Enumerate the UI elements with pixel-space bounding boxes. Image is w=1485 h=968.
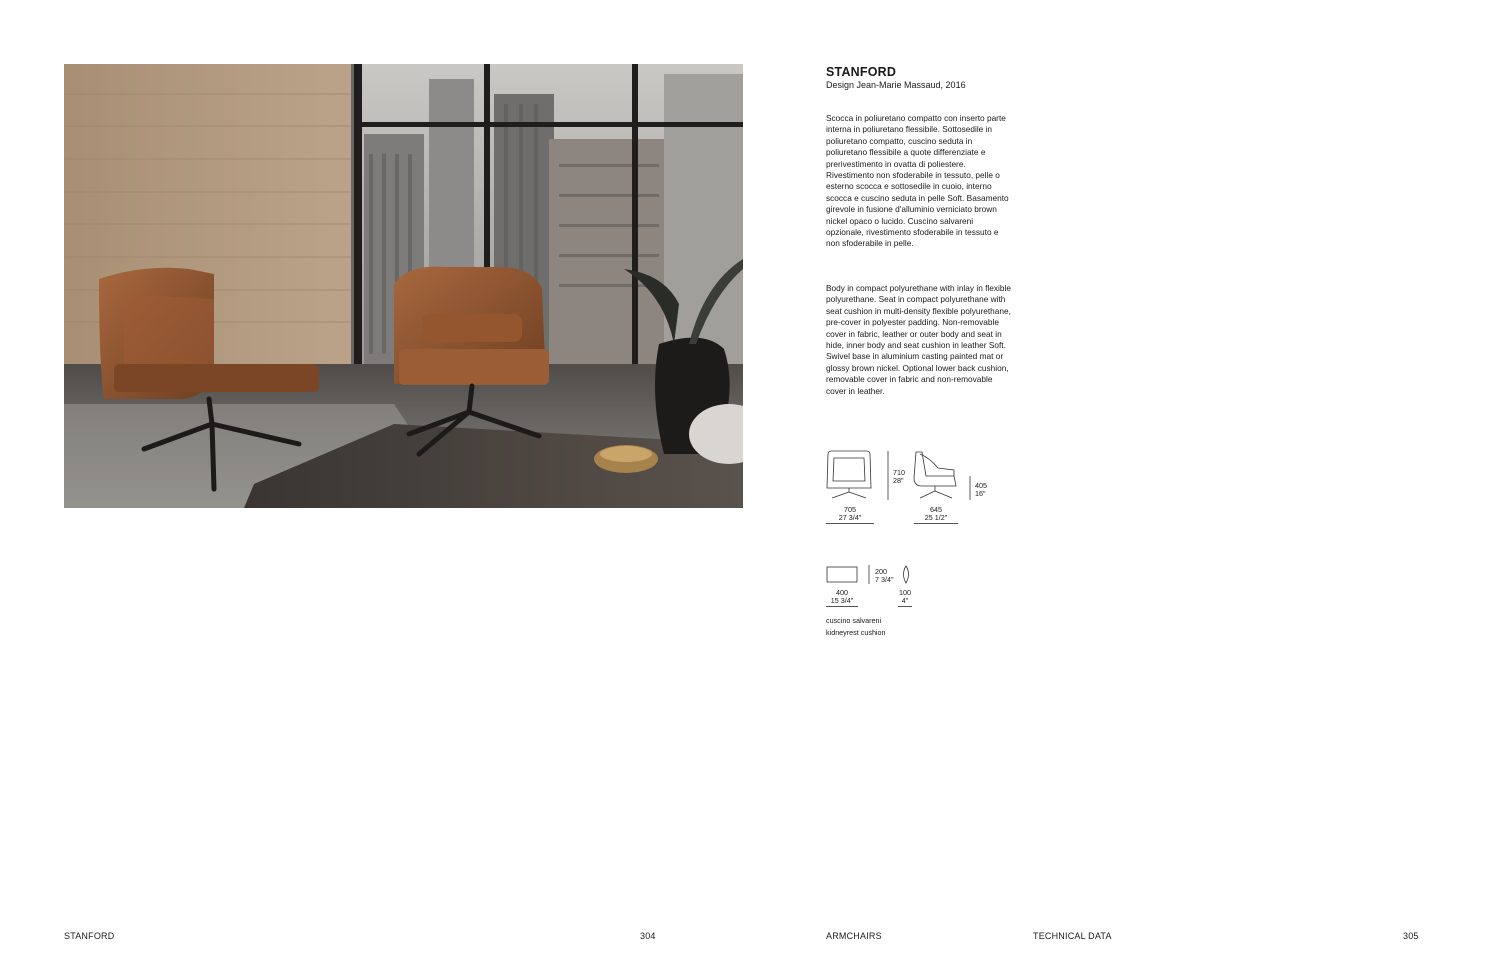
armchair-seat-height [975,482,987,497]
armchair-width-in: 27 3/4" [838,512,862,522]
armchair-height-in: 28" [893,475,904,485]
description-english: Body in compact polyurethane with inlay in flexible polyurethane. Seat in compact polyurethane with seat cushion in multi-density flexible polyurethane, pre-cover in polyester padding. Non-removable cover in fabric, leather or outer body and seat in hide, inner body and seat cushion in leather Soft. Swivel base in aluminium casting painted mat or glossy brown nickel. Optional lower back cushion, removable cover in fabric and non-removable cover in leather. [826,283,1011,396]
cushion-depth [898,589,912,607]
cushion-label-italian: cuscino salvareni [826,616,882,625]
armchair-height-mm: 710 [893,468,905,477]
armchair-seat-height-in: 16" [975,488,986,498]
armchair-depth-in: 25 1/2" [924,512,948,522]
description-italian: Scocca in poliuretano compatto con inserto parte interna in poliuretano flessibile. Sottosedile in poliuretano compatto, cuscino seduta in poliuretano flessibile a quote differenziate e prerivestimento in ovatta di poliestere. Rivestimento non sfoderabile in tessuto, pelle o esterno scocca e sottosedile in cuoio, interno scocca e cuscino seduta in pelle Soft. Basamento girevole in fusione d'alluminio verniciato brown nickel opaco o lucido. Cuscino salvareni opzionale, rivestimento sfoderabile in tessuto e non sfoderabile in pelle. [826,113,1009,249]
cushion-label-english: kidneyrest cushion [826,628,886,637]
armchair-depth-mm: 645 [930,505,942,514]
cushion-width-mm: 400 [836,588,848,597]
armchair-seat-height-mm: 405 [975,481,987,490]
cushion-depth-mm: 100 [899,588,911,597]
page-number-right: 305 [1403,931,1419,941]
cushion-width-in: 15 3/4" [830,595,854,605]
footer-subsection: TECHNICAL DATA [1033,931,1112,941]
designer-credit: Design Jean-Marie Massaud, 2016 [826,80,966,90]
cushion-height-mm: 200 [875,567,887,576]
footer-section: ARMCHAIRS [826,931,882,941]
page-number-left: 304 [640,931,656,941]
armchair-height [893,469,905,484]
cushion-depth-in: 4" [901,595,909,605]
armchair-width [826,506,874,524]
cushion-height-in: 7 3/4" [875,574,894,584]
cushion-height [875,568,894,583]
footer-product-name: STANFORD [64,931,115,941]
cushion-technical-drawing [824,562,924,590]
armchair-width-mm: 705 [844,505,856,514]
product-photo [64,64,743,508]
armchair-depth [914,506,958,524]
cushion-width [826,589,858,607]
product-title: STANFORD [826,65,897,79]
